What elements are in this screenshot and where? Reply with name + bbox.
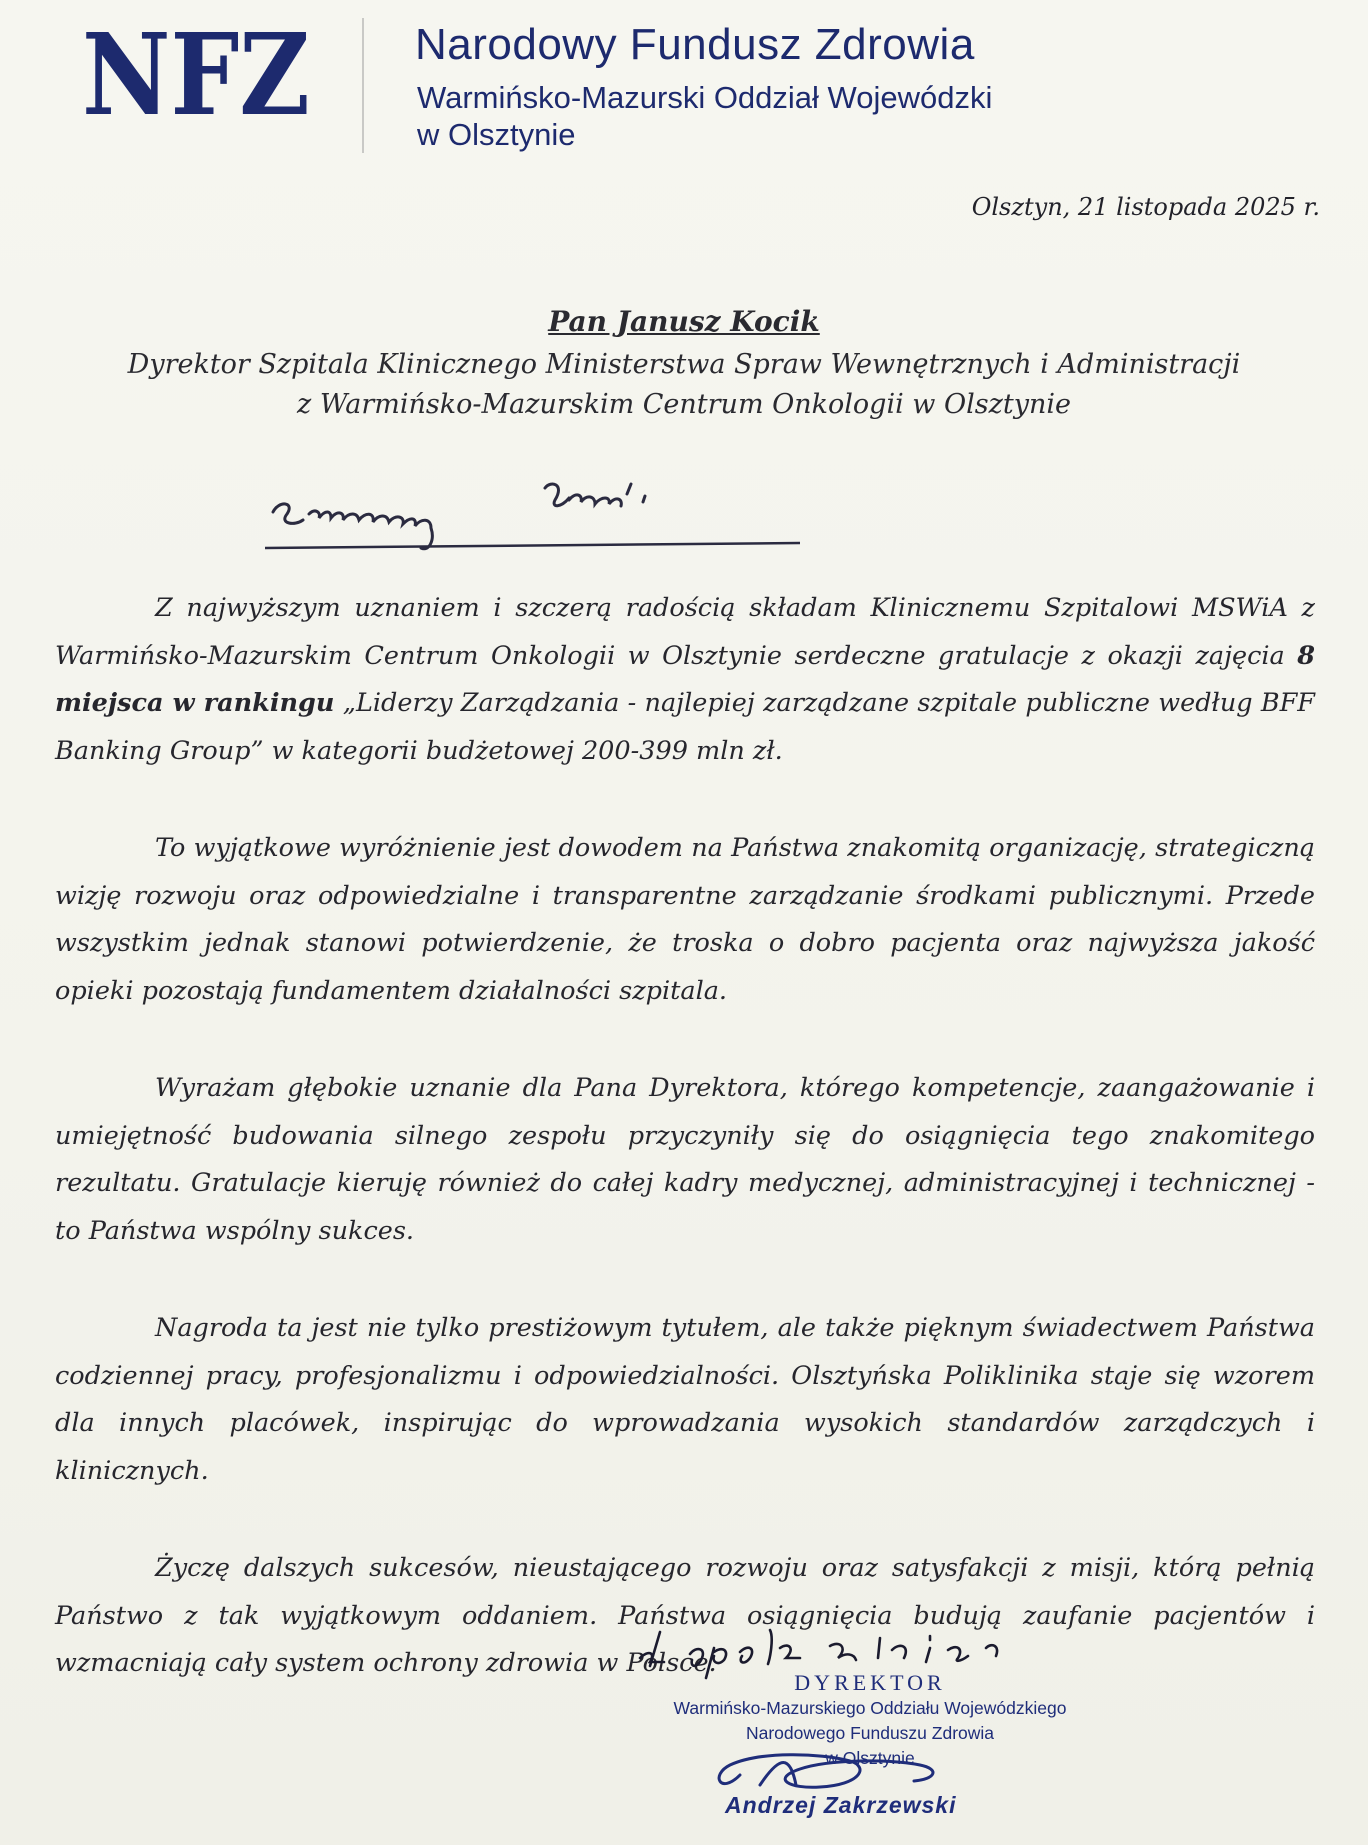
body-p1-start: Z najwyższym uznaniem i szczerą radością składam Klinicznemu Szpitalowi MSWiA z Warmińsko-Mazurskim Centrum Onkologii w Olsztynie serdeczne gratulacje z okazji zajęcia [55,593,1315,671]
body-p1-end: „Liderzy Zarządzania - najlepiej zarządzane szpitale publiczne według BFF Banking Group” w kategorii budżetowej 200-399 mln zł. [55,688,1316,766]
stamp-line-3: w Olsztynie [825,1748,915,1768]
stamp-line-1: Warmińsko-Mazurskiego Oddziału Wojewódzkiego [673,1698,1067,1718]
body-paragraph-5: Życzę dalszych sukcesów, nieustającego rozwoju oraz satysfakcji z misji, którą pełnią Państwo z tak wyjątkowym oddaniem. Państwa osiągnięcia budują zaufanie pacjentów i wzmacniają cały system ochrony zdrowia w Polsce. [55,1553,1315,1678]
letter-date: Olsztyn, 21 listopada 2025 r. [971,193,1320,221]
body-paragraph-1 [55,585,1315,775]
handwritten-signature [700,1735,960,1800]
body-paragraph-4: Nagroda ta jest nie tylko prestiżowym tytułem, ale także pięknym świadectwem Państwa codziennej pracy, profesjonalizmu i odpowiedzialności. Olsztyńska Poliklinika staje się wzorem dla innych placówek, inspirując do wprowadzania wysokich standardów zarządczych i klinicznych. [55,1313,1315,1486]
nfz-logo-text: NFZ [82,10,310,141]
nfz-logo [82,10,312,141]
body-paragraph-3: Wyrażam głębokie uznanie dla Pana Dyrektora, którego kompetencje, zaangażowanie i umiejętność budowania silnego zespołu przyczyniły się do osiągnięcia tego znakomitego rezultatu. Gratulacje kieruję również do całej kadry medycznej, administracyjnej i technicznej - to Państwa wspólny sukces. [55,1073,1315,1246]
stamp-title: DYREKTOR [794,1670,946,1695]
addressee-title-line2: z Warmińsko-Mazurskim Centrum Onkologii w Olsztynie [297,389,1071,420]
addressee-title-line1: Dyrektor Szpitala Klinicznego Ministerstwa Spraw Wewnętrznych i Administracji [127,349,1241,380]
signer-name: Andrzej Zakrzewski [725,1792,957,1818]
org-branch: Warmińsko-Mazurski Oddział Wojewódzki [417,80,993,115]
org-city: w Olsztynie [417,117,576,152]
stamp-line-2: Narodowego Funduszu Zdrowia [745,1723,995,1743]
body-p1-bold: 8 miejsca w rankingu [55,640,1315,718]
handwritten-salutation [265,470,805,555]
letter-body [55,585,1315,1688]
handwritten-closing [630,1618,1050,1678]
header-divider [362,18,364,153]
addressee-name: Pan Janusz Kocik [548,305,820,338]
body-paragraph-2: To wyjątkowe wyróżnienie jest dowodem na Państwa znakomitą organizację, strategiczną wizję rozwoju oraz odpowiedzialne i transparentne zarządzanie środkami publicznymi. Przede wszystkim jednak stanowi potwierdzenie, że troska o dobro pacjenta oraz najwyższa jakość opieki pozostają fundamentem działalności szpitala. [55,833,1315,1006]
org-name: Narodowy Fundusz Zdrowia [415,20,975,69]
